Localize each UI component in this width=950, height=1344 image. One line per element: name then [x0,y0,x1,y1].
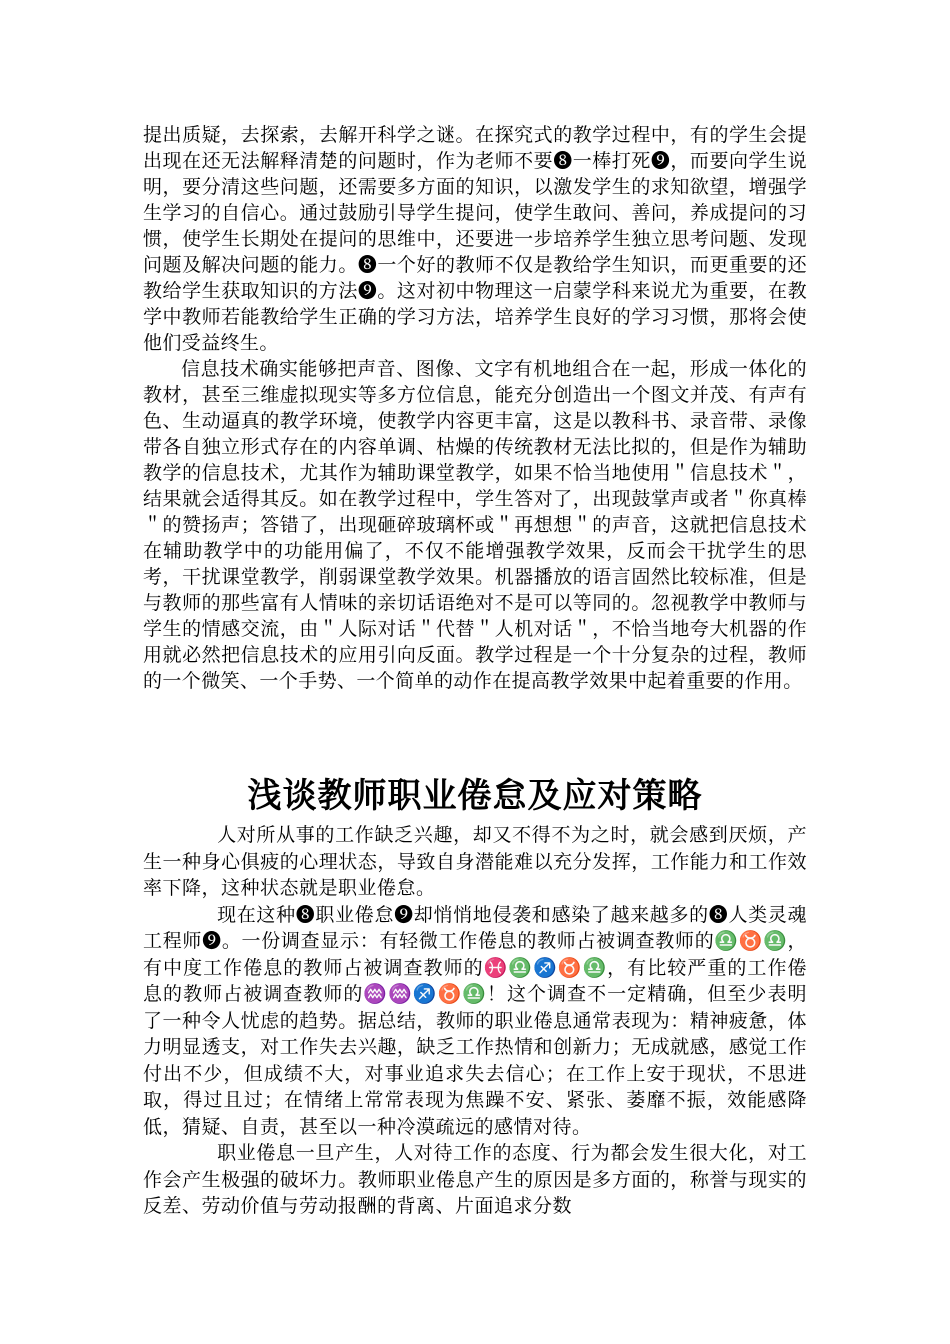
article2-paragraph-2: 现在这种❽职业倦怠❾却悄悄地侵袭和感染了越来越多的❽人类灵魂工程师❾。一份调查显示：有轻微工作倦息的教师占被调查教师的♎♉♎，有中度工作倦息的教师占被调查教师的♓♎♐♉♎，有比较严重的工作倦息的教师占被调查教师的♒♒♐♉♎！这个调查不一定精确，但至少表明了一种令人忧虑的趋势。据总结，教师的职业倦息通常表现为：精神疲惫，体力明显透支，对工作失去兴趣，缺乏工作热情和创新力；无成就感，感觉工作付出不少，但成绩不大，对事业追求失去信心；在工作上安于现状，不思进取，得过且过；在情绪上常常表现为焦躁不安、紧张、萎靡不振，效能感降低，猜疑、自责，甚至以一种冷漠疏远的感情对待。 [143,903,807,1138]
article1-paragraph-2: 信息技术确实能够把声音、图像、文字有机地组合在一起，形成一体化的教材，甚至三维虚拟现实等多方位信息，能充分创造出一个图文并茂、有声有色、生动逼真的教学环境，使教学内容更丰富，这是以教科书、录音带、录像带各自独立形式存在的内容单调、枯燥的传统教材无法比拟的，但是作为辅助教学的信息技术，尤其作为辅助课堂教学，如果不恰当地使用＂信息技术＂，结果就会适得其反。如在教学过程中，学生答对了，出现鼓掌声或者＂你真棒＂的赞扬声；答错了，出现砸碎玻璃杯或＂再想想＂的声音，这就把信息技术在辅助教学中的功能用偏了，不仅不能增强教学效果，反而会干扰学生的思考，干扰课堂教学，削弱课堂教学效果。机器播放的语言固然比较标准，但是与教师的那些富有人情味的亲切话语绝对不是可以等同的。忽视教学中教师与学生的情感交流，由＂人际对话＂代替＂人机对话＂，不恰当地夸大机器的作用就必然把信息技术的应用引向反面。教学过程是一个十分复杂的过程，教师的一个微笑、一个手势、一个简单的动作在提高教学效果中起着重要的作用。 [143,358,807,692]
article1-body [143,122,807,694]
article2-paragraph-3: 职业倦息一旦产生，人对待工作的态度、行为都会发生很大化，对工作会产生极强的破坏力。教师职业倦息产生的原因是多方面的，称誉与现实的反差、劳动价值与劳动报酬的背离、片面追求分数 [143,1142,807,1217]
article2-title: 浅谈教师职业倦怠及应对策略 [247,776,703,816]
article2-paragraph-1: 人对所从事的工作缺乏兴趣，却又不得不为之时，就会感到厌烦，产生一种身心俱疲的心理状态，导致自身潜能难以充分发挥，工作能力和工作效率下降，这种状态就是职业倦怠。 [143,824,807,899]
article2-body [143,822,807,1220]
article1-paragraph-1: 提出质疑，去探索，去解开科学之谜。在探究式的教学过程中，有的学生会提出现在还无法解释清楚的问题时，作为老师不要❽一棒打死❾，而要向学生说明，要分清这些问题，还需要多方面的知识，以激发学生的求知欲望，增强学生学习的自信心。通过鼓励引导学生提问，使学生敢问、善问，养成提问的习惯，使学生长期处在提问的思维中，还要进一步培养学生独立思考问题、发现问题及解决问题的能力。❽一个好的教师不仅是教给学生知识，而更重要的还教给学生获取知识的方法❾。这对初中物理这一启蒙学科来说尤为重要，在教学中教师若能教给学生正确的学习方法，培养学生良好的学习习惯，那将会使他们受益终生。 [143,124,807,354]
